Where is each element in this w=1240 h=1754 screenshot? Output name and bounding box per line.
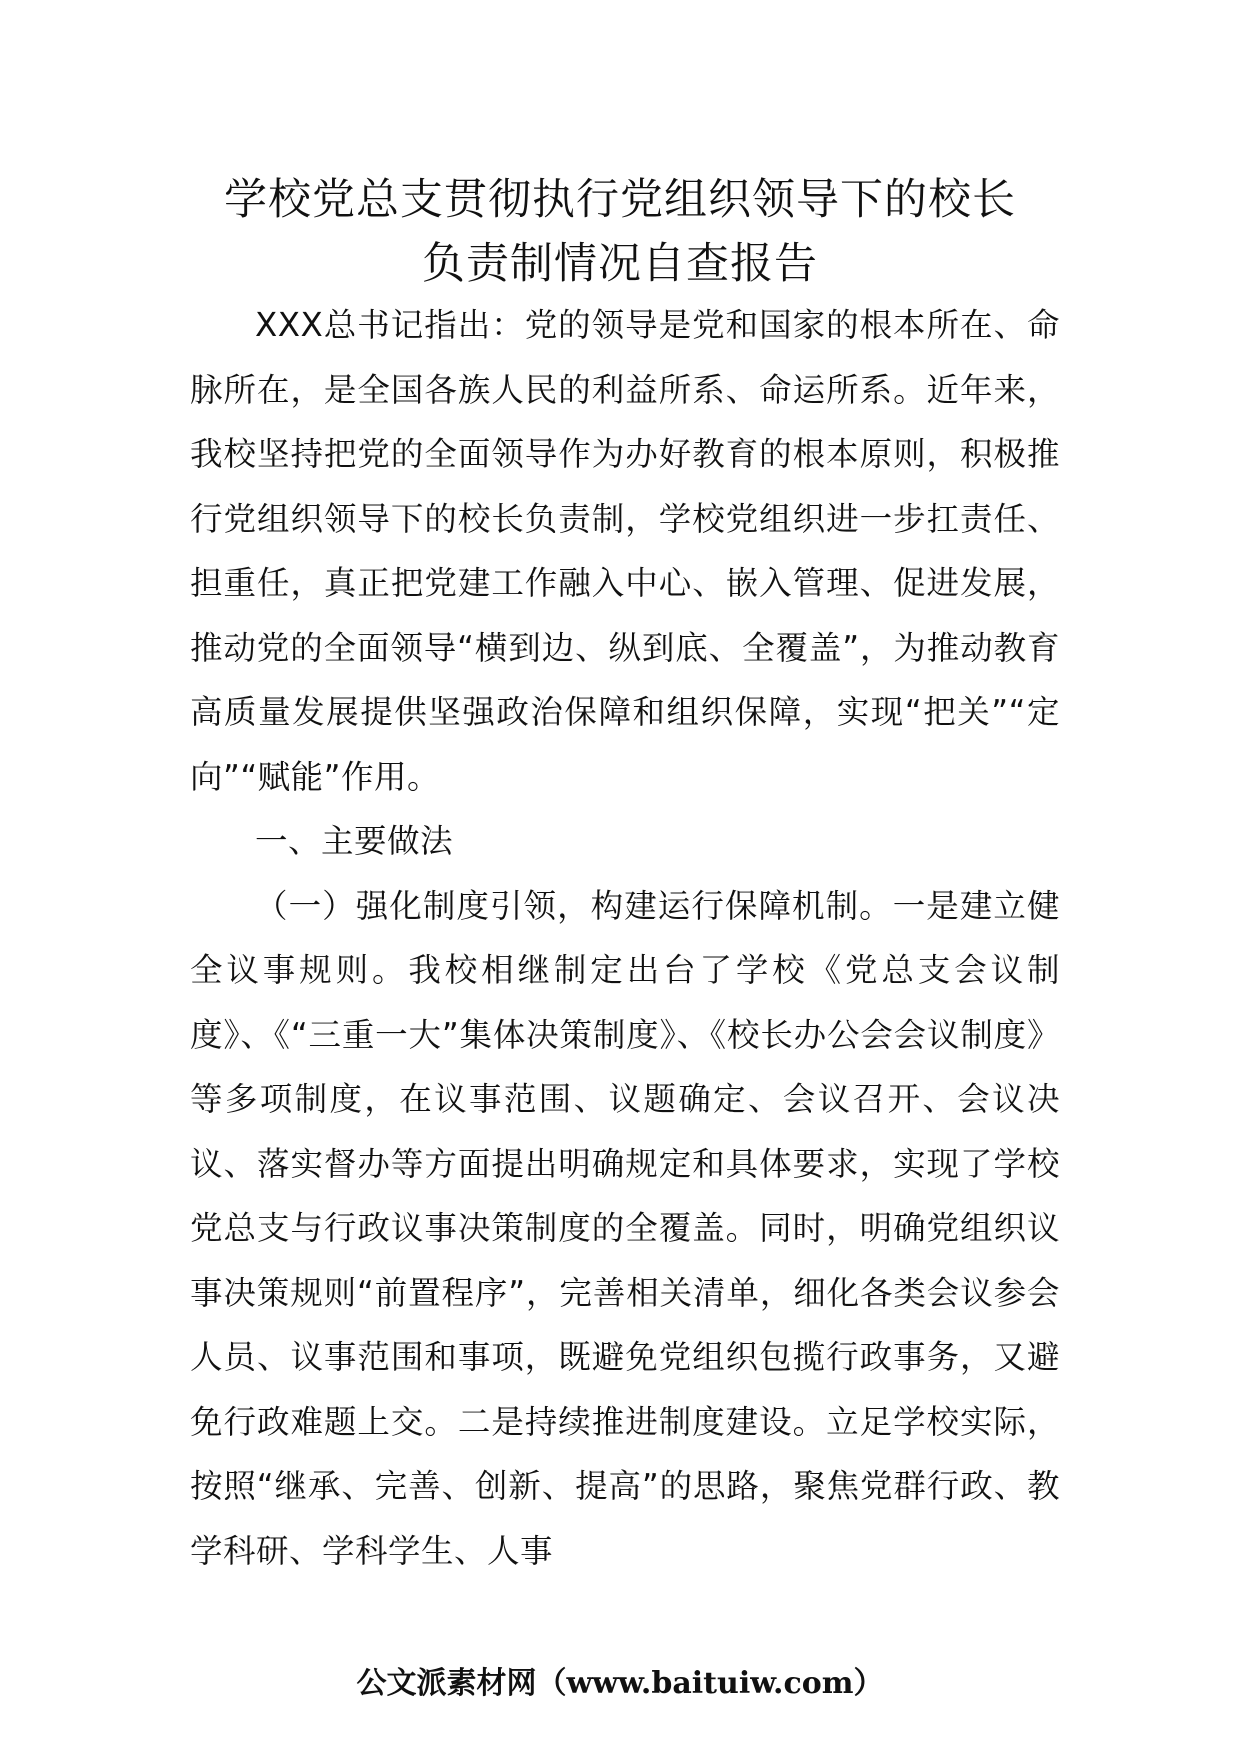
title-line-2: 负责制情况自查报告 xyxy=(422,239,818,289)
section-heading: 一、主要做法 xyxy=(255,822,454,860)
title-line-1: 学校党总支贯彻执行党组织领导下的校长 xyxy=(224,175,1016,225)
paragraph-section-1: （一）强化制度引领，构建运行保障机制。一是建立健全议事规则。我校相继制定出台了学校《党总支会议制度》、《“三重一大”集体决策制度》、《校长办公会会议制度》等多项制度，在议事范围、议题确定、会议召开、会议决议、落实督办等方面提出明确规定和具体要求，实现了学校党总支与行政议事决策制度的全覆盖。同时，明确党组织议事决策规则“前置程序”，完善相关清单，细化各类会议参会人员、议事范围和事项，既避免党组织包揽行政事务，又避免行政难题上交。二是持续推进制度建设。立足学校实际，按照“继承、完善、创新、提高”的思路，聚焦党群行政、教学科研、学科学生、人事 xyxy=(190,886,1060,1570)
footer-watermark: 公文派素材网（www.baituiw.com） xyxy=(356,1666,884,1701)
document-title xyxy=(150,168,1090,296)
paragraph-intro: XXX总书记指出：党的领导是党和国家的根本所在、命脉所在，是全国各族人民的利益所系、命运所系。近年来，我校坚持把党的全面领导作为办好教育的根本原则，积极推行党组织领导下的校长负责制，学校党组织进一步扛责任、担重任，真正把党建工作融入中心、嵌入管理、促进发展，推动党的全面领导“横到边、纵到底、全覆盖”，为推动教育高质量发展提供坚强政治保障和组织保障，实现“把关”“定向”“赋能”作用。 xyxy=(190,306,1060,796)
document-body xyxy=(190,293,1060,1583)
